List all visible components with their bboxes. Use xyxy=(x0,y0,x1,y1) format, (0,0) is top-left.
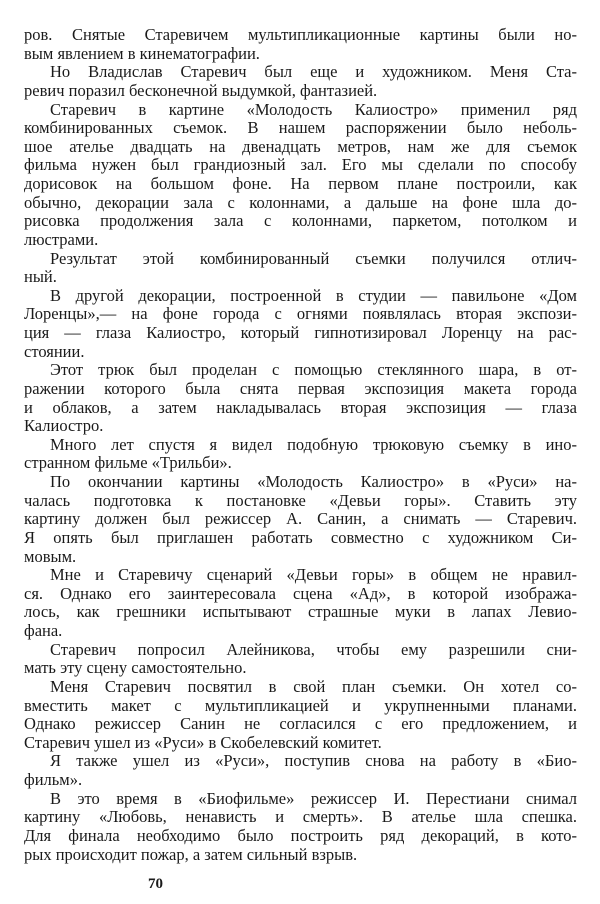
paragraph xyxy=(24,63,577,100)
text-line: ражении которого была снята первая экспозиция макета города xyxy=(24,378,577,398)
text-line: картину должен был режиссер А. Санин, а снимать — Старевич. xyxy=(24,509,577,529)
text-line: Меня Старевич посвятил в свой план съемки. Он хотел со- xyxy=(50,676,577,696)
text-line: В это время в «Биофильме» режиссер И. Перестиани снимал xyxy=(50,788,577,808)
text-line: Я опять был приглашен работать совместно с художником Си- xyxy=(24,527,577,547)
text-line: комбинированных съемок. В нашем распоряжении было неболь- xyxy=(24,118,577,138)
text-line: ров. Снятые Старевичем мультипликационные картины были но- xyxy=(24,25,577,44)
text-line: странном фильме «Трильби». xyxy=(24,453,232,473)
page-number: 70 xyxy=(148,876,163,892)
text-line: Для финала необходимо было построить ряд декораций, в кото- xyxy=(24,825,577,845)
text-line: Калиостро. xyxy=(24,416,104,436)
text-line: фана. xyxy=(24,621,63,640)
text-line: ся. Однако его заинтересовала сцена «Ад», в которой изобража- xyxy=(24,583,577,603)
paragraph xyxy=(24,473,577,566)
text-line: Старевич в картине «Молодость Калиостро» применил ряд xyxy=(50,99,577,119)
paragraph xyxy=(24,790,577,865)
page-body-text xyxy=(24,26,577,864)
text-line: ревич поразил бесконечной выдумкой, фантазией. xyxy=(24,80,378,100)
text-line: мать эту сцену самостоятельно. xyxy=(24,658,247,678)
text-line: обычно, декорации зала с колоннами, а дальше на фоне шла до- xyxy=(24,192,577,212)
text-line: Много лет спустя я видел подобную трюковую съемку в ино- xyxy=(50,434,577,454)
text-line: Я также ушел из «Руси», поступив снова на работу в «Био- xyxy=(50,751,577,771)
paragraph xyxy=(24,26,577,63)
text-line: вместить макет с мультипликацией и укрупненными планами. xyxy=(24,695,577,715)
text-line: рых происходит пожар, а затем сильный взрыв. xyxy=(24,844,358,864)
paragraph xyxy=(24,101,577,250)
text-line: картину «Любовь, ненависть и смерть». В ателье шла спешка. xyxy=(24,807,577,827)
text-line: рисовка продолжения зала с колоннами, паркетом, потолком и xyxy=(24,211,577,231)
text-line: По окончании картины «Молодость Калиостро» в «Руси» на- xyxy=(50,472,577,491)
text-line: ный. xyxy=(24,267,57,287)
text-line: чалась подготовка к постановке «Девьи горы». Ставить эту xyxy=(24,490,577,510)
text-line: мовым. xyxy=(24,546,77,566)
text-line: Но Владислав Старевич был еще и художником. Меня Ста- xyxy=(50,62,577,82)
text-line: лось, как грешники испытывают страшные муки в лапах Левио- xyxy=(24,602,577,622)
text-line: Старевич ушел из «Руси» в Скобелевский комитет. xyxy=(24,732,382,752)
text-line: вым явлением в кинематографии. xyxy=(24,43,260,63)
text-line: Этот трюк был проделан с помощью стеклянного шара, в от- xyxy=(50,360,577,380)
paragraph xyxy=(24,752,577,789)
text-line: и облаков, а затем накладывалась вторая экспозиция — глаза xyxy=(24,397,577,417)
text-line: Результат этой комбинированный съемки получился отлич- xyxy=(50,248,577,268)
paragraph xyxy=(24,566,577,641)
paragraph xyxy=(24,436,577,473)
text-line: ция — глаза Калиостро, который гипнотизировал Лоренцу на рас- xyxy=(24,323,577,342)
paragraph xyxy=(24,641,577,678)
text-line: Лоренцы»,— на фоне города с огнями появлялась вторая экспози- xyxy=(24,304,577,324)
paragraph xyxy=(24,678,577,753)
text-line: В другой декорации, построенной в студии — павильоне «Дом xyxy=(50,285,577,305)
text-line: дорисовок на большом фоне. На первом плане построили, как xyxy=(24,174,577,193)
text-line: Старевич попросил Алейникова, чтобы ему разрешили сни- xyxy=(50,639,577,659)
paragraph xyxy=(24,361,577,436)
text-line: стоянии. xyxy=(24,341,85,361)
text-line: фильм». xyxy=(24,770,83,789)
text-line: Однако режиссер Санин не согласился с его предложением, и xyxy=(24,714,577,734)
text-line: Мне и Старевичу сценарий «Девьи горы» в общем не нравил- xyxy=(50,565,577,585)
paragraph xyxy=(24,287,577,362)
paragraph xyxy=(24,250,577,287)
text-line: шое ателье двадцать на двенадцать метров, нам же для съемок xyxy=(24,136,577,156)
text-line: фильма нужен был грандиозный зал. Его мы сделали по способу xyxy=(24,155,577,175)
text-line: люстрами. xyxy=(24,229,99,249)
